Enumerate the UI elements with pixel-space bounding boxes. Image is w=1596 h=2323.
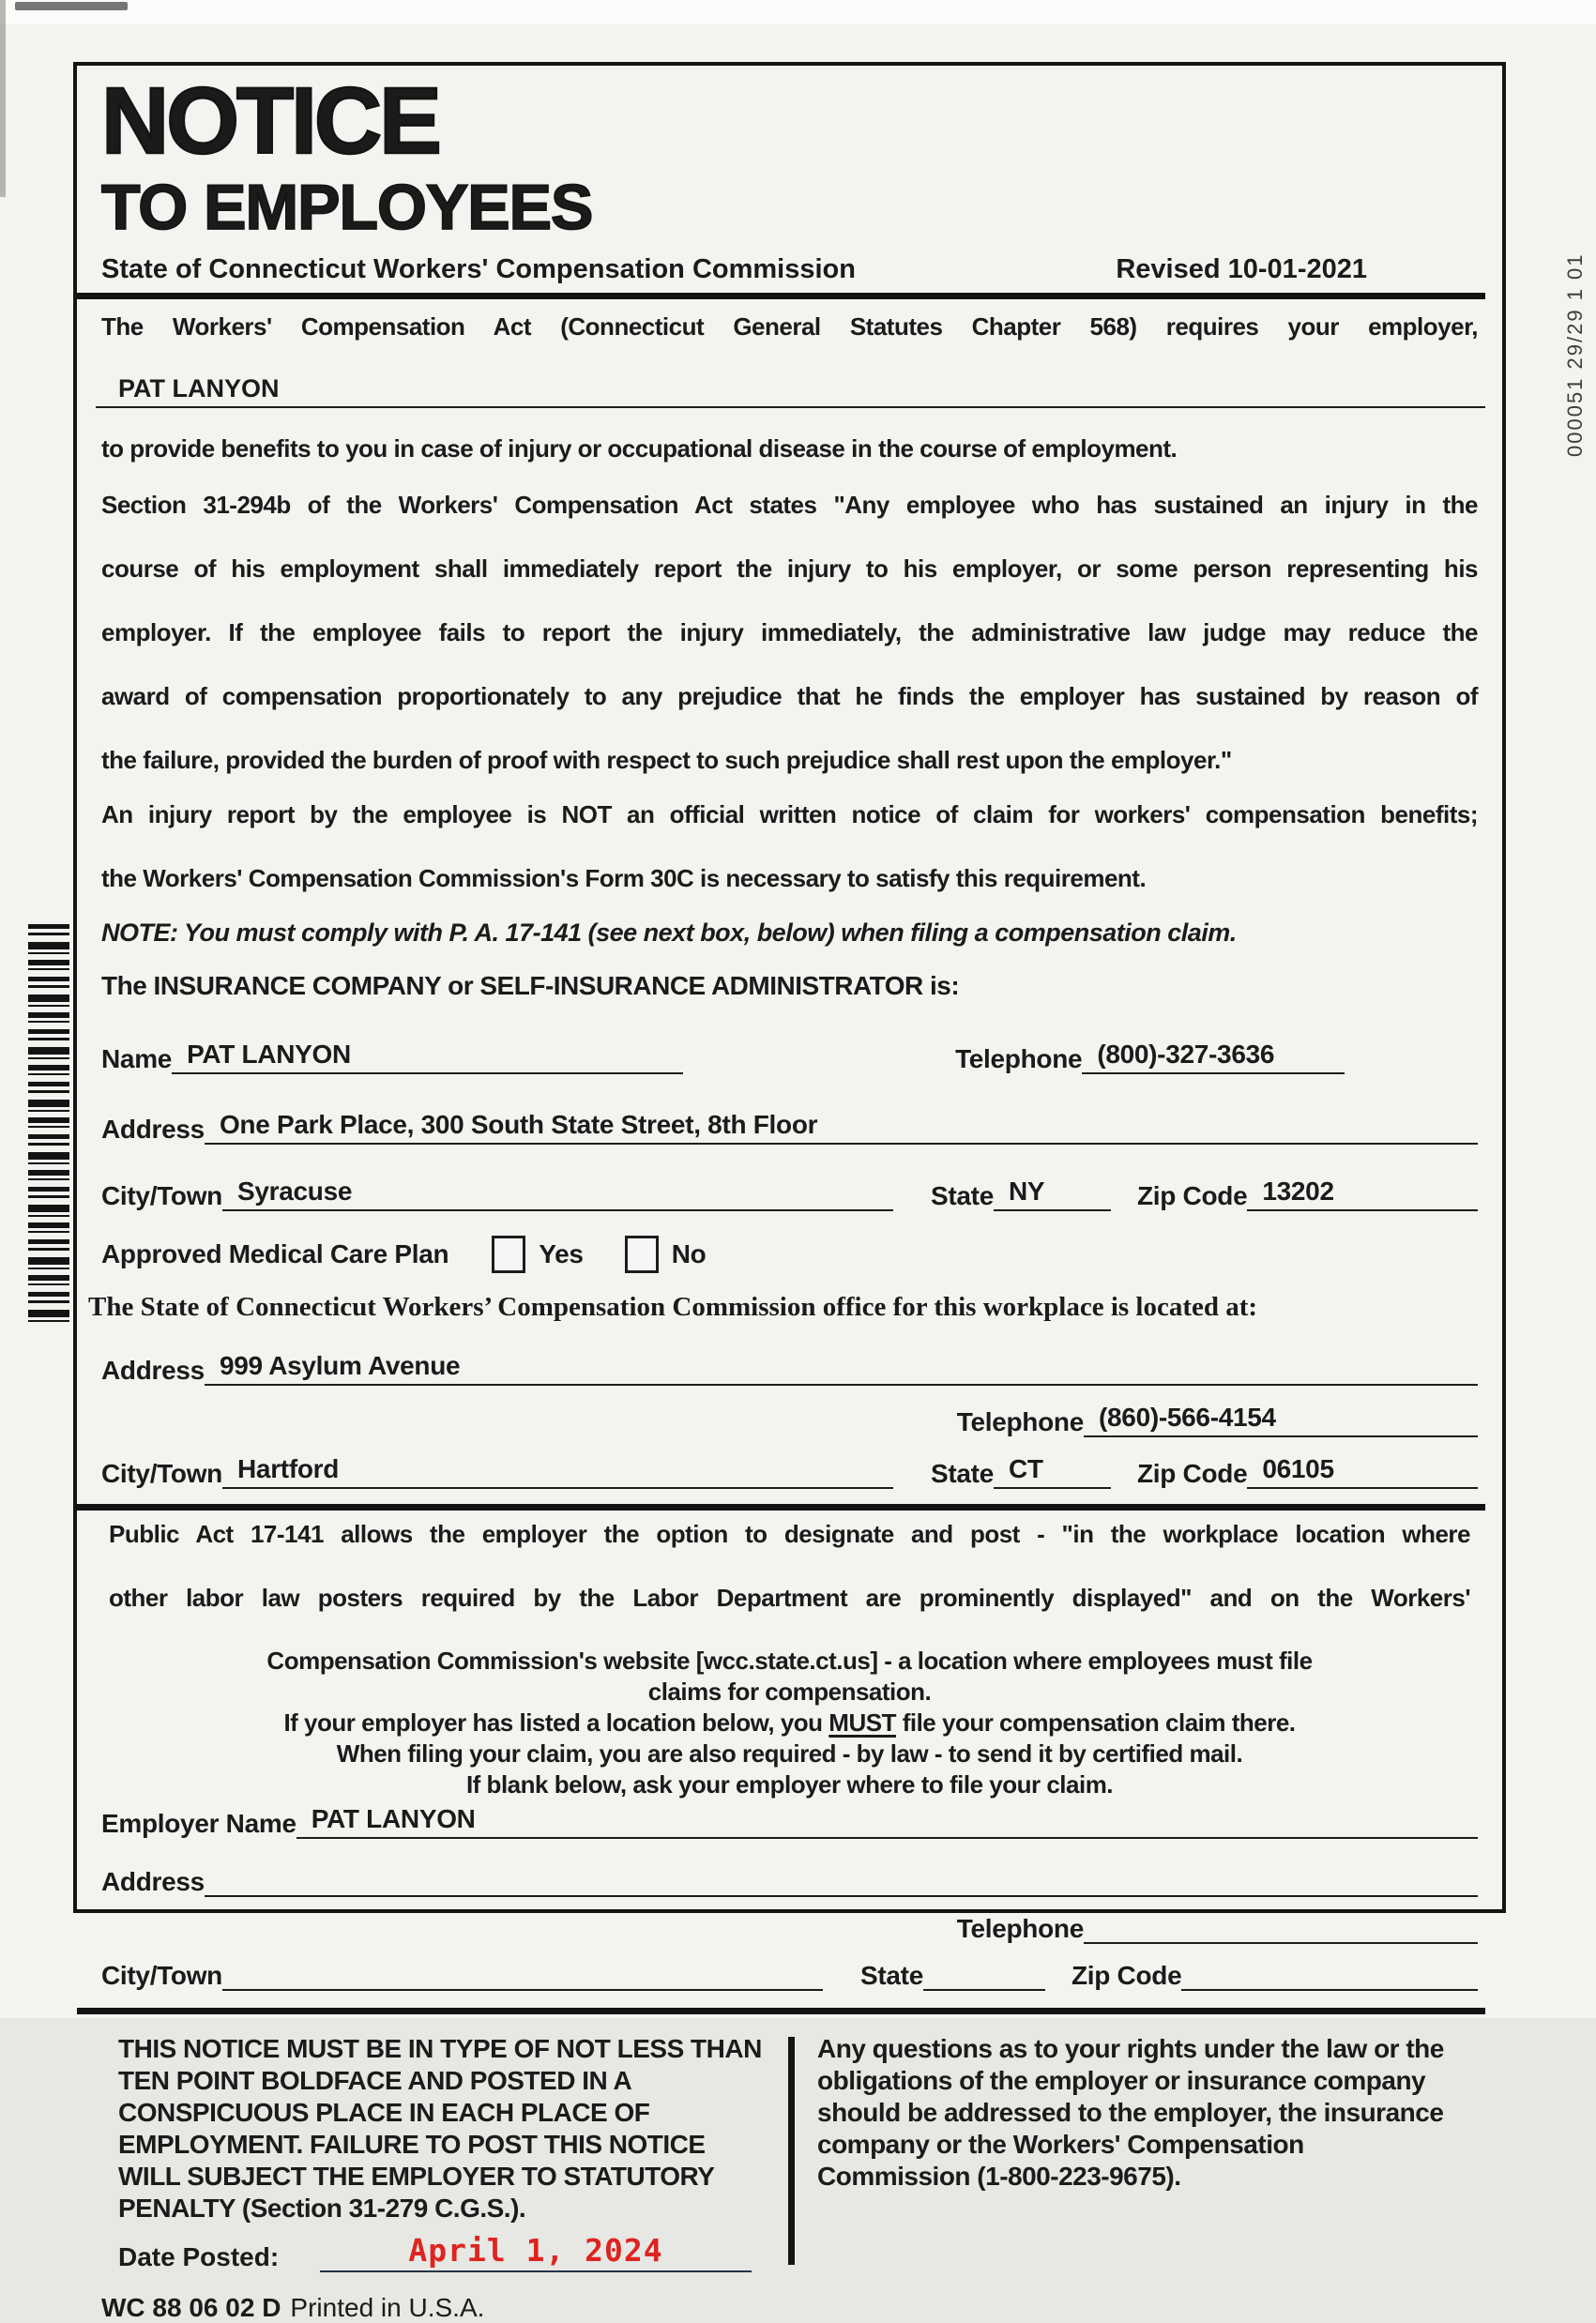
- amcp-no-checkbox: [625, 1236, 659, 1273]
- wcc-city-value: Hartford: [222, 1454, 893, 1489]
- wcc-telephone-value: (860)-566-4154: [1084, 1403, 1478, 1437]
- must-file-line: [101, 1708, 1478, 1738]
- pa-telephone-label: Telephone: [956, 1914, 1084, 1943]
- posting-line: THIS NOTICE MUST BE IN TYPE OF NOT LESS THAN: [118, 2034, 762, 2063]
- barcode: [28, 924, 69, 1326]
- paragraph-line: An injury report by the employee is NOT an official written notice of claim for workers' compensation benefits;: [101, 800, 1478, 828]
- wcc-zip-label: Zip Code: [1136, 1459, 1248, 1488]
- form-number: WC 88 06 02 D: [101, 2293, 281, 2322]
- divider-rule-bottom: [77, 2008, 1485, 2014]
- insurance-city-label: City/Town: [101, 1181, 222, 1210]
- wcc-office-heading: The State of Connecticut Workers’ Compensation Commission office for this workplace is located at:: [88, 1292, 1258, 1322]
- insurance-heading: The INSURANCE COMPANY or SELF-INSURANCE ADMINISTRATOR is:: [101, 971, 960, 1000]
- questions-line: company or the Workers' Compensation: [817, 2130, 1304, 2159]
- date-posted-value: April 1, 2024: [320, 2232, 752, 2272]
- questions-line: should be addressed to the employer, the insurance: [817, 2098, 1444, 2127]
- insurance-zip-value: 13202: [1247, 1177, 1478, 1211]
- wcc-state-label: State: [931, 1459, 994, 1488]
- amcp-yes-label: Yes: [539, 1239, 584, 1268]
- amcp-yes-checkbox: [492, 1236, 525, 1273]
- notice-form: [73, 62, 1506, 2322]
- wcc-city-label: City/Town: [101, 1459, 222, 1488]
- insurance-address-label: Address: [101, 1115, 205, 1144]
- insurance-address-value: One Park Place, 300 South State Street, 8th Floor: [205, 1110, 1478, 1145]
- must-word: MUST: [828, 1708, 896, 1737]
- page-title: NOTICE: [101, 68, 439, 174]
- note-pa-17-141: NOTE: You must comply with P. A. 17-141 (see next box, below) when filing a compensation claim.: [101, 919, 1237, 947]
- wcc-address-label: Address: [101, 1356, 205, 1385]
- scan-top-edge: [0, 0, 1596, 24]
- insurance-name-value: PAT LANYON: [172, 1040, 683, 1074]
- questions-line: obligations of the employer or insurance company: [817, 2066, 1426, 2095]
- paragraph-line: the Workers' Compensation Commission's Form 30C is necessary to satisfy this requirement.: [101, 864, 1147, 892]
- wcc-state-value: CT: [994, 1454, 1111, 1489]
- insurance-name-label: Name: [101, 1044, 173, 1073]
- intro-line1: The Workers' Compensation Act (Connecticut General Statutes Chapter 568) requires your employer,: [101, 312, 1478, 341]
- paragraph-line: employer. If the employee fails to report the injury immediately, the administrative law judge may reduce the: [101, 618, 1478, 646]
- page-subtitle-title: TO EMPLOYEES: [101, 172, 593, 243]
- pa-state-value: [923, 1986, 1045, 1991]
- pa-address-label: Address: [101, 1867, 205, 1896]
- questions-line: Commission (1-800-223-9675).: [817, 2162, 1181, 2191]
- insurance-state-label: State: [931, 1181, 994, 1210]
- paragraph-line: award of compensation proportionately to any prejudice that he finds the employer has sustained by reason of: [101, 682, 1478, 710]
- divider-rule-public-act: [77, 1504, 1485, 1511]
- questions-column: [795, 2033, 1478, 2272]
- pa-city-value: [222, 1986, 823, 1991]
- scan-smudge-artifact: [15, 2, 128, 10]
- form-footer: [101, 2293, 1478, 2323]
- employer-name-value: PAT LANYON: [118, 374, 280, 402]
- paragraph-line: Compensation Commission's website [wcc.state.ct.us] - a location where employees must file: [266, 1647, 1313, 1675]
- if-blank-line: If blank below, ask your employer where to file your claim.: [465, 1770, 1114, 1799]
- wcc-address-value: 999 Asylum Avenue: [205, 1351, 1478, 1386]
- posting-line: CONSPICUOUS PLACE IN EACH PLACE OF: [118, 2098, 650, 2127]
- posting-line: TEN POINT BOLDFACE AND POSTED IN A: [118, 2066, 632, 2095]
- posting-line: PENALTY (Section 31-279 C.G.S.).: [118, 2194, 526, 2223]
- insurance-state-value: NY: [994, 1177, 1111, 1211]
- pa-zip-value: [1181, 1986, 1478, 1991]
- pa-zip-label: Zip Code: [1071, 1961, 1182, 1990]
- insurance-telephone-label: Telephone: [955, 1044, 1083, 1073]
- pa-address-value: [205, 1892, 1478, 1897]
- public-act-paragraph: [101, 1518, 1478, 1800]
- paragraph-line: other labor law posters required by the Labor Department are prominently displayed" and on the Workers': [109, 1584, 1470, 1612]
- printed-in-usa: Printed in U.S.A.: [290, 2293, 485, 2322]
- amcp-no-label: No: [671, 1239, 707, 1268]
- revised-date: Revised 10-01-2021: [1116, 254, 1367, 284]
- insurance-city-value: Syracuse: [222, 1177, 893, 1211]
- paragraph-line: Public Act 17-141 allows the employer the option to designate and post - "in the workplace location where: [109, 1520, 1470, 1548]
- insurance-zip-label: Zip Code: [1136, 1181, 1248, 1210]
- section-31-294b-paragraph: [101, 489, 1478, 776]
- pa-employer-label: Employer Name: [101, 1809, 296, 1838]
- insurance-telephone-value: (800)-327-3636: [1082, 1040, 1345, 1074]
- divider-rule-top: [77, 293, 1485, 299]
- injury-report-paragraph: [101, 798, 1478, 894]
- date-posted-label: Date Posted:: [118, 2242, 280, 2271]
- paragraph-line: the failure, provided the burden of proof with respect to such prejudice shall rest upon the employer.": [101, 746, 1232, 774]
- pa-city-label: City/Town: [101, 1961, 222, 1990]
- commission-name: State of Connecticut Workers' Compensation Commission: [101, 254, 856, 284]
- must-line-pre: If your employer has listed a location below, you: [283, 1708, 829, 1737]
- amcp-label: Approved Medical Care Plan: [101, 1239, 449, 1268]
- posting-requirement-column: [101, 2033, 775, 2272]
- posting-line: WILL SUBJECT THE EMPLOYER TO STATUTORY: [118, 2162, 715, 2191]
- bottom-section: [101, 2033, 1478, 2272]
- paragraph-line: Section 31-294b of the Workers' Compensation Act states "Any employee who has sustained an injury in the: [101, 491, 1478, 519]
- pa-telephone-value: [1084, 1939, 1478, 1944]
- pa-employer-value: PAT LANYON: [296, 1804, 1478, 1839]
- pa-state-label: State: [860, 1961, 923, 1990]
- paragraph-line: course of his employment shall immediately report the injury to his employer, or some person representing his: [101, 554, 1478, 583]
- certified-mail-line: When filing your claim, you are also required - by law - to send it by certified mail.: [336, 1739, 1243, 1768]
- posting-line: EMPLOYMENT. FAILURE TO POST THIS NOTICE: [118, 2130, 706, 2159]
- scan-batch-code: 000051 29/29 1 01: [1563, 252, 1587, 457]
- scan-left-edge: [0, 0, 6, 197]
- intro-line2: to provide benefits to you in case of injury or occupational disease in the course of employment.: [101, 434, 1178, 463]
- must-line-post: file your compensation claim there.: [895, 1708, 1296, 1737]
- questions-line: Any questions as to your rights under the law or the: [817, 2034, 1444, 2063]
- wcc-zip-value: 06105: [1247, 1454, 1478, 1489]
- paragraph-line: claims for compensation.: [647, 1678, 932, 1706]
- employer-name-line: [96, 374, 1485, 408]
- column-divider: [788, 2037, 795, 2265]
- wcc-telephone-label: Telephone: [956, 1407, 1084, 1436]
